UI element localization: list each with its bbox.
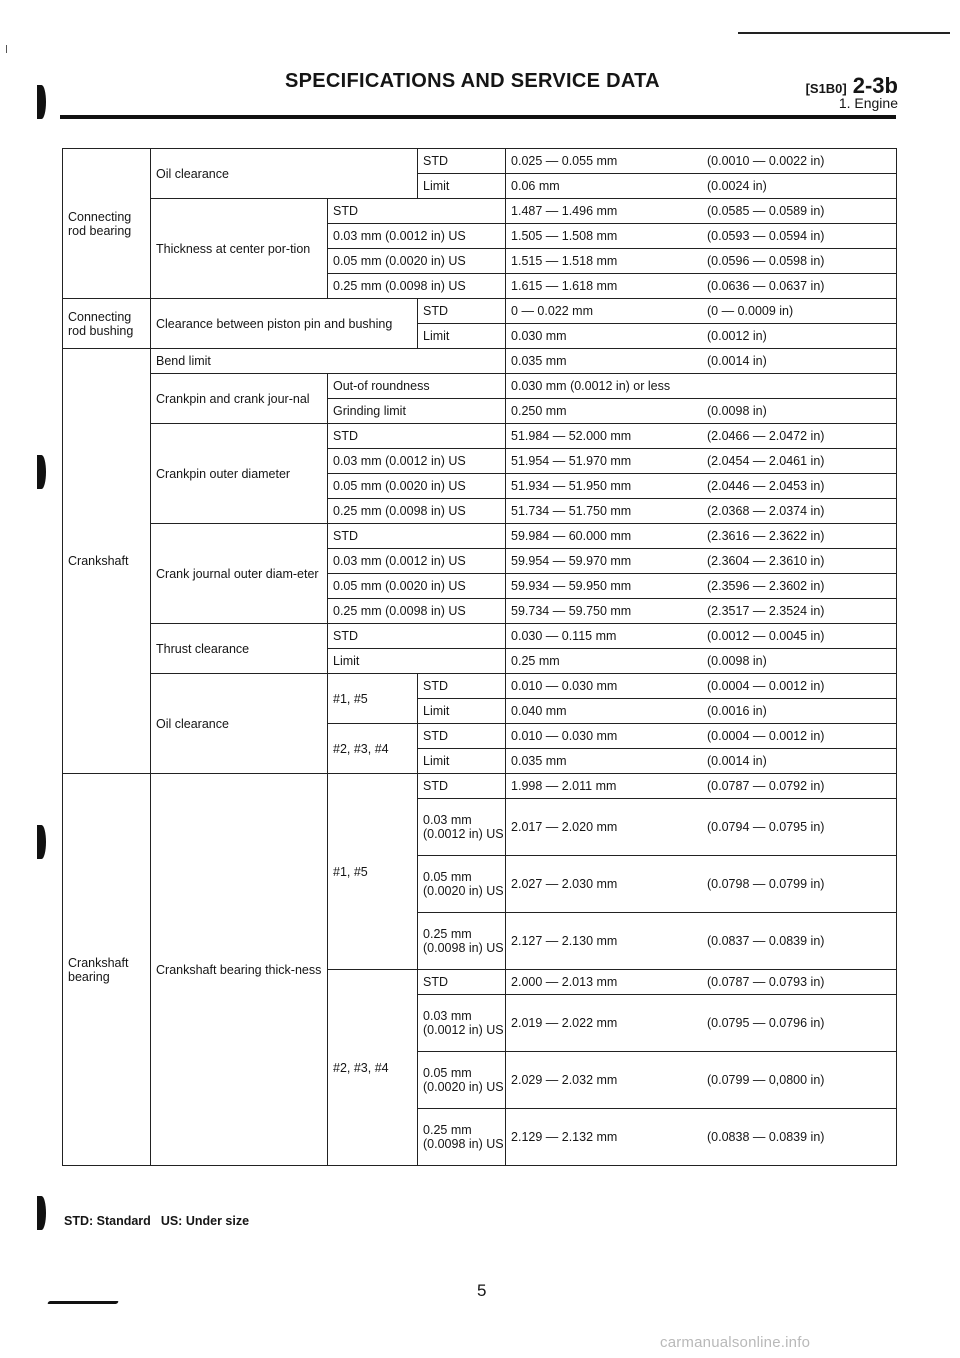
top-rule — [738, 32, 950, 34]
spec-value: 0.25 mm (0.0098 in) — [506, 649, 897, 674]
condition-label: 0.03 mm (0.0012 in) US — [328, 449, 506, 474]
binder-hole-mark — [37, 85, 46, 119]
table-row — [63, 374, 897, 399]
spec-value: 2.029 — 2.032 mm (0.0799 — 0,0800 in) — [506, 1052, 897, 1109]
table-row — [63, 774, 897, 799]
corner-mark — [47, 1301, 119, 1304]
condition-label: Limit — [418, 324, 506, 349]
condition-label: 0.25 mm (0.0098 in) US — [328, 274, 506, 299]
spec-value: 2.017 — 2.020 mm (0.0794 — 0.0795 in) — [506, 799, 897, 856]
spec-value: 0 — 0.022 mm (0 — 0.0009 in) — [506, 299, 897, 324]
spec-value: 2.000 — 2.013 mm (0.0787 — 0.0793 in) — [506, 970, 897, 995]
spec-value: 1.505 — 1.508 mm (0.0593 — 0.0594 in) — [506, 224, 897, 249]
condition-label: 0.03 mm (0.0012 in) US — [418, 799, 506, 856]
page-title: SPECIFICATIONS AND SERVICE DATA — [285, 70, 660, 92]
spec-value: 0.040 mm (0.0016 in) — [506, 699, 897, 724]
condition-label: 0.05 mm (0.0020 in) US — [328, 474, 506, 499]
condition-label: 0.03 mm (0.0012 in) US — [328, 224, 506, 249]
spec-value: 2.127 — 2.130 mm (0.0837 — 0.0839 in) — [506, 913, 897, 970]
journal-label: #2, #3, #4 — [328, 970, 418, 1166]
spec-value: 59.934 — 59.950 mm (2.3596 — 2.3602 in) — [506, 574, 897, 599]
condition-label: 0.05 mm (0.0020 in) US — [418, 856, 506, 913]
footnote-std: STD: Standard — [64, 1214, 151, 1228]
spec-value: 1.487 — 1.496 mm (0.0585 — 0.0589 in) — [506, 199, 897, 224]
spec-value: 0.010 — 0.030 mm (0.0004 — 0.0012 in) — [506, 674, 897, 699]
spec-value: 0.030 — 0.115 mm (0.0012 — 0.0045 in) — [506, 624, 897, 649]
table-row — [63, 424, 897, 449]
header-rule — [60, 115, 896, 119]
item-label: Crank journal outer diam-eter — [151, 524, 328, 624]
spec-value: 2.129 — 2.132 mm (0.0838 — 0.0839 in) — [506, 1109, 897, 1166]
item-label: Oil clearance — [151, 149, 418, 199]
journal-label: #1, #5 — [328, 774, 418, 970]
spec-value: 51.984 — 52.000 mm (2.0466 — 2.0472 in) — [506, 424, 897, 449]
condition-label: Limit — [418, 749, 506, 774]
condition-label: STD — [328, 424, 506, 449]
spec-table — [62, 148, 897, 1166]
spec-value: 51.734 — 51.750 mm (2.0368 — 2.0374 in) — [506, 499, 897, 524]
condition-label: 0.05 mm (0.0020 in) US — [328, 249, 506, 274]
journal-label: #1, #5 — [328, 674, 418, 724]
condition-label: STD — [328, 524, 506, 549]
condition-label: Limit — [328, 649, 506, 674]
condition-label: STD — [328, 199, 506, 224]
binder-hole-mark — [37, 455, 46, 489]
spec-value: 0.06 mm (0.0024 in) — [506, 174, 897, 199]
item-label: Oil clearance — [151, 674, 328, 774]
condition-label: Limit — [418, 174, 506, 199]
spec-value: 0.030 mm (0.0012 in) or less — [506, 374, 897, 399]
condition-label: 0.03 mm (0.0012 in) US — [418, 995, 506, 1052]
footnote-us: US: Under size — [160, 1214, 250, 1228]
spec-value: 0.250 mm (0.0098 in) — [506, 399, 897, 424]
table-row — [63, 524, 897, 549]
binder-hole-mark — [37, 1196, 46, 1230]
scan-mark — [6, 45, 7, 53]
spec-value: 0.030 mm (0.0012 in) — [506, 324, 897, 349]
spec-value: 1.998 — 2.011 mm (0.0787 — 0.0792 in) — [506, 774, 897, 799]
table-row — [63, 349, 897, 374]
section-subtitle: 1. Engine — [838, 95, 898, 111]
condition-label: Out-of roundness — [328, 374, 506, 399]
spec-value: 0.035 mm (0.0014 in) — [506, 349, 897, 374]
spec-value: 59.954 — 59.970 mm (2.3604 — 2.3610 in) — [506, 549, 897, 574]
watermark: carmanualsonline.info — [660, 1334, 811, 1351]
group-label: Connecting rod bushing — [63, 299, 151, 349]
table-row — [63, 624, 897, 649]
condition-label: 0.05 mm (0.0020 in) US — [328, 574, 506, 599]
spec-value: 51.954 — 51.970 mm (2.0454 — 2.0461 in) — [506, 449, 897, 474]
condition-label: 0.05 mm (0.0020 in) US — [418, 1052, 506, 1109]
section-number: 2-3b — [852, 73, 898, 98]
group-label: Crankshaft bearing — [63, 774, 151, 1166]
condition-label: 0.03 mm (0.0012 in) US — [328, 549, 506, 574]
condition-label: STD — [418, 299, 506, 324]
spec-value: 0.010 — 0.030 mm (0.0004 — 0.0012 in) — [506, 724, 897, 749]
spec-value: 59.984 — 60.000 mm (2.3616 — 2.3622 in) — [506, 524, 897, 549]
group-label: Connecting rod bearing — [63, 149, 151, 299]
condition-label: 0.25 mm (0.0098 in) US — [418, 1109, 506, 1166]
spec-value: 2.019 — 2.022 mm (0.0795 — 0.0796 in) — [506, 995, 897, 1052]
item-label: Clearance between piston pin and bushing — [151, 299, 418, 349]
condition-label: Limit — [418, 699, 506, 724]
condition-label: STD — [328, 624, 506, 649]
item-label: Crankpin outer diameter — [151, 424, 328, 524]
condition-label: 0.25 mm (0.0098 in) US — [418, 913, 506, 970]
condition-label: STD — [418, 724, 506, 749]
table-row — [63, 299, 897, 324]
page-number: 5 — [477, 1281, 487, 1300]
spec-value: 0.035 mm (0.0014 in) — [506, 749, 897, 774]
condition-label: STD — [418, 674, 506, 699]
table-row — [63, 674, 897, 699]
condition-label: STD — [418, 970, 506, 995]
spec-value: 0.025 — 0.055 mm (0.0010 — 0.0022 in) — [506, 149, 897, 174]
condition-label: 0.25 mm (0.0098 in) US — [328, 599, 506, 624]
item-label: Crankshaft bearing thick-ness — [151, 774, 328, 1166]
spec-value: 59.734 — 59.750 mm (2.3517 — 2.3524 in) — [506, 599, 897, 624]
spec-value: 1.615 — 1.618 mm (0.0636 — 0.0637 in) — [506, 274, 897, 299]
binder-hole-mark — [37, 825, 46, 859]
spec-value: 1.515 — 1.518 mm (0.0596 — 0.0598 in) — [506, 249, 897, 274]
condition-label: STD — [418, 149, 506, 174]
item-label: Crankpin and crank jour-nal — [151, 374, 328, 424]
table-row — [63, 199, 897, 224]
spec-value: 51.934 — 51.950 mm (2.0446 — 2.0453 in) — [506, 474, 897, 499]
item-label: Thickness at center por-tion — [151, 199, 328, 299]
table-row — [63, 149, 897, 174]
condition-label: STD — [418, 774, 506, 799]
condition-label: Grinding limit — [328, 399, 506, 424]
condition-label: 0.25 mm (0.0098 in) US — [328, 499, 506, 524]
footnote — [64, 1214, 259, 1228]
item-label: Bend limit — [151, 349, 506, 374]
spec-value: 2.027 — 2.030 mm (0.0798 — 0.0799 in) — [506, 856, 897, 913]
service-code: [S1B0] — [805, 81, 847, 96]
group-label: Crankshaft — [63, 349, 151, 774]
item-label: Thrust clearance — [151, 624, 328, 674]
journal-label: #2, #3, #4 — [328, 724, 418, 774]
